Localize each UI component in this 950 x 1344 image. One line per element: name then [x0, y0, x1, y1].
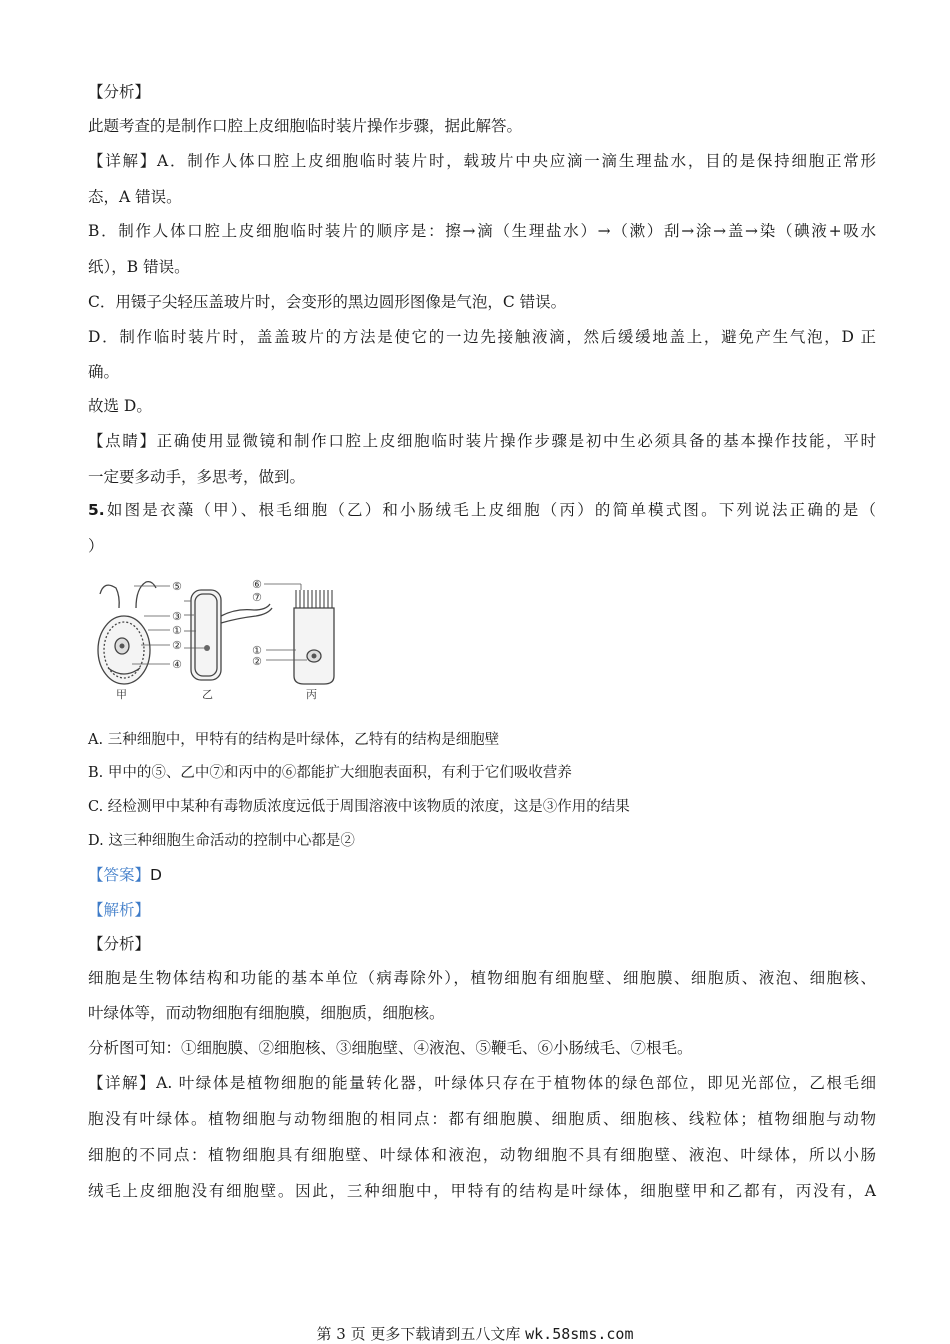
- detail-text: 【详解】A. 叶绿体是植物细胞的能量转化器，叶绿体只存在于植物体的绿色部位，即见光部位，乙根毛细: [88, 1074, 876, 1092]
- marker-2: ②: [172, 639, 182, 652]
- marker-6: ⑥: [252, 578, 262, 591]
- label-yi: 乙: [202, 688, 213, 701]
- question-5-paren: ）: [88, 537, 104, 555]
- comment-text: 一定要多动手，多思考，做到。: [88, 468, 306, 486]
- detail-text: D．制作临时装片时，盖盖玻片的方法是使它的一边先接触液滴，然后缓缓地盖上，避免产生气泡，D 正: [88, 328, 876, 346]
- section-heading-analysis: 【分析】: [88, 83, 151, 101]
- explanation-tag: 【解析】: [88, 901, 151, 919]
- detail-text: 确。: [88, 363, 120, 381]
- detail-text: 纸），B 错误。: [88, 258, 190, 276]
- marker-2: ②: [252, 655, 262, 668]
- villus-marker-labels: [252, 578, 262, 668]
- footer-page-text: 第 3 页 更多下载请到五八文库: [316, 1325, 521, 1343]
- question-number: 5.: [88, 501, 105, 519]
- answer-line: [88, 865, 162, 885]
- detail-text: 态，A 错误。: [88, 188, 182, 206]
- analysis-text: 细胞是生物体结构和功能的基本单位（病毒除外），植物细胞有细胞壁、细胞膜、细胞质、液泡、细胞核、: [88, 969, 876, 987]
- question-text: 如图是衣藻（甲）、根毛细胞（乙）和小肠绒毛上皮细胞（丙）的简单模式图。下列说法正确的是（: [104, 501, 876, 519]
- detail-text: B．制作人体口腔上皮细胞临时装片的顺序是：擦→滴（生理盐水）→（漱）刮→涂→盖→染（碘液+吸水: [88, 222, 876, 240]
- detail-text: 绒毛上皮细胞没有细胞壁。因此，三种细胞中，甲特有的结构是叶绿体，细胞壁甲和乙都有，丙没有，A: [88, 1182, 876, 1200]
- analysis-text: 分析图可知：①细胞膜、②细胞核、③细胞壁、④液泡、⑤鞭毛、⑥小肠绒毛、⑦根毛。: [88, 1039, 693, 1057]
- detail-text: 胞没有叶绿体。植物细胞与动物细胞的相同点：都有细胞膜、细胞质、细胞核、线粒体；植物细胞与动物: [88, 1110, 876, 1128]
- analysis-text: 此题考查的是制作口腔上皮细胞临时装片操作步骤，据此解答。: [88, 117, 523, 135]
- detail-text: 细胞的不同点：植物细胞具有细胞壁、叶绿体和液泡，动物细胞不具有细胞壁、液泡、叶绿体，所以小肠: [88, 1146, 876, 1164]
- detail-text: C．用镊子尖轻压盖玻片时，会变形的黑边圆形图像是气泡，C 错误。: [88, 293, 567, 311]
- intestinal-villus-cell: [294, 590, 334, 684]
- cell-name-labels: [116, 688, 317, 701]
- cell-diagram-figure: [86, 568, 346, 703]
- footer-site-link[interactable]: wk.58sms.com: [525, 1325, 634, 1343]
- section-heading-analysis: 【分析】: [88, 935, 151, 953]
- option-b: B. 甲中的⑤、乙中⑦和丙中的⑥都能扩大细胞表面积，有利于它们吸收营养: [88, 765, 572, 781]
- analysis-text: 叶绿体等，而动物细胞有细胞膜，细胞质，细胞核。: [88, 1004, 445, 1022]
- label-bing: 丙: [306, 688, 317, 701]
- chlamydomonas-marker-labels: [172, 580, 182, 671]
- label-jia: 甲: [116, 688, 127, 701]
- marker-3: ③: [172, 610, 182, 623]
- option-a: A. 三种细胞中，甲特有的结构是叶绿体，乙特有的结构是细胞壁: [88, 732, 500, 748]
- chlamydomonas-cell: [98, 582, 156, 684]
- comment-text: 【点睛】正确使用显微镜和制作口腔上皮细胞临时装片操作步骤是初中生必须具备的基本操作技能，平时: [88, 432, 876, 450]
- option-d: D. 这三种细胞生命活动的控制中心都是②: [88, 833, 355, 849]
- option-c: C. 经检测甲中某种有毒物质浓度远低于周围溶液中该物质的浓度，这是③作用的结果: [88, 799, 630, 815]
- marker-1: ①: [252, 644, 262, 657]
- question-5-stem: [88, 500, 876, 520]
- marker-5: ⑤: [172, 580, 182, 593]
- marker-7: ⑦: [252, 591, 262, 604]
- marker-4: ④: [172, 658, 182, 671]
- detail-text: 【详解】A．制作人体口腔上皮细胞临时装片时，载玻片中央应滴一滴生理盐水，目的是保持细胞正常形: [88, 152, 876, 170]
- answer-value: D: [150, 866, 162, 884]
- conclusion-text: 故选 D。: [88, 397, 152, 415]
- page-footer: [0, 1323, 950, 1344]
- marker-1: ①: [172, 624, 182, 637]
- answer-tag: 【答案】: [88, 866, 151, 884]
